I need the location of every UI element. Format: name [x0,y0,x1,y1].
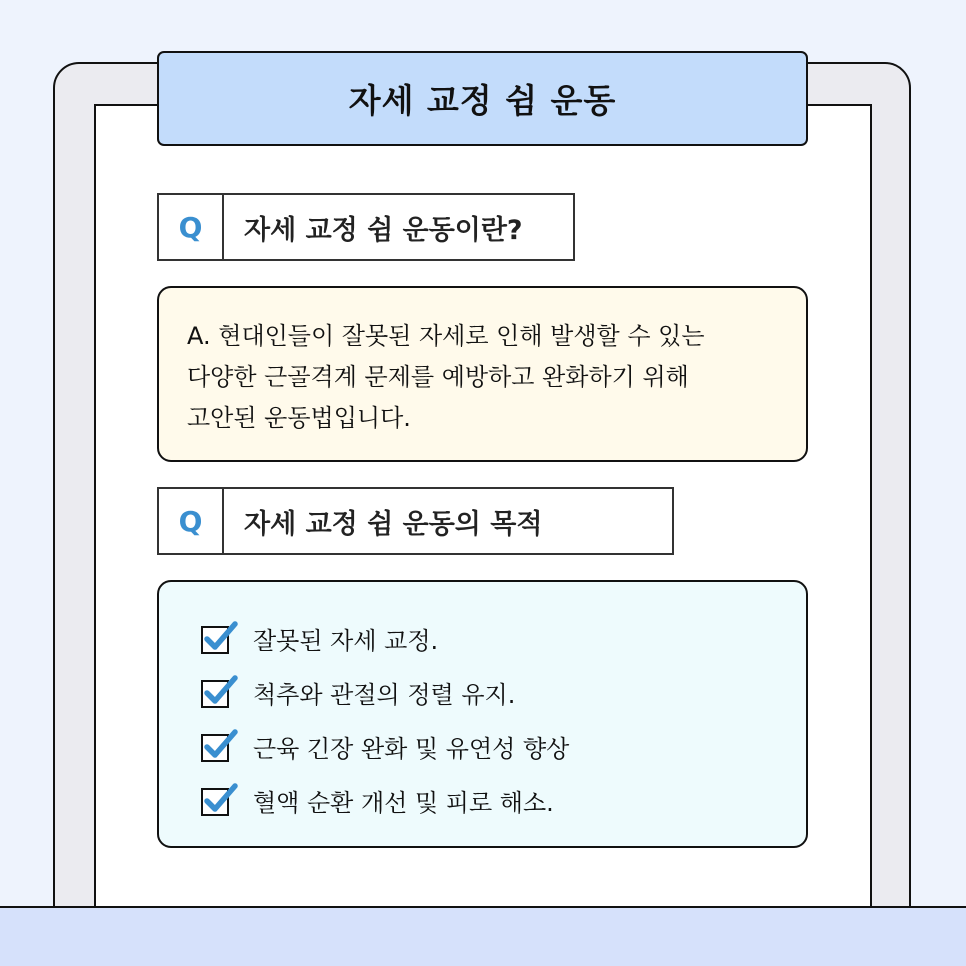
checklist-item [199,782,554,818]
answer-box [157,286,808,462]
question-marker: Q [159,195,224,259]
question-marker: Q [159,489,224,553]
checklist-item-label: 척추와 관절의 정렬 유지. [253,680,516,709]
answer-line: 고안된 운동법입니다. [187,404,411,432]
question-box-1 [157,193,575,261]
question-text: 자세 교정 쉼 운동이란? [244,214,523,246]
checklist-item [199,728,569,764]
checklist-item-label: 잘못된 자세 교정. [253,626,439,655]
checklist-item-label: 혈액 순환 개선 및 피로 해소. [253,788,554,817]
answer-line: A. 현대인들이 잘못된 자세로 인해 발생할 수 있는 [187,322,705,350]
page-title: 자세 교정 쉼 운동 [157,51,808,146]
checkbox-checked-icon [199,620,239,656]
bottom-bar [0,906,966,966]
checkbox-checked-icon [199,674,239,710]
checkbox-checked-icon [199,782,239,818]
checklist-item [199,674,515,710]
checkbox-checked-icon [199,728,239,764]
purpose-checklist [157,580,808,848]
question-text: 자세 교정 쉼 운동의 목적 [244,508,543,540]
question-box-2 [157,487,674,555]
answer-line: 다양한 근골격계 문제를 예방하고 완화하기 위해 [187,363,689,391]
checklist-item [199,620,438,656]
checklist-item-label: 근육 긴장 완화 및 유연성 향상 [253,734,570,763]
